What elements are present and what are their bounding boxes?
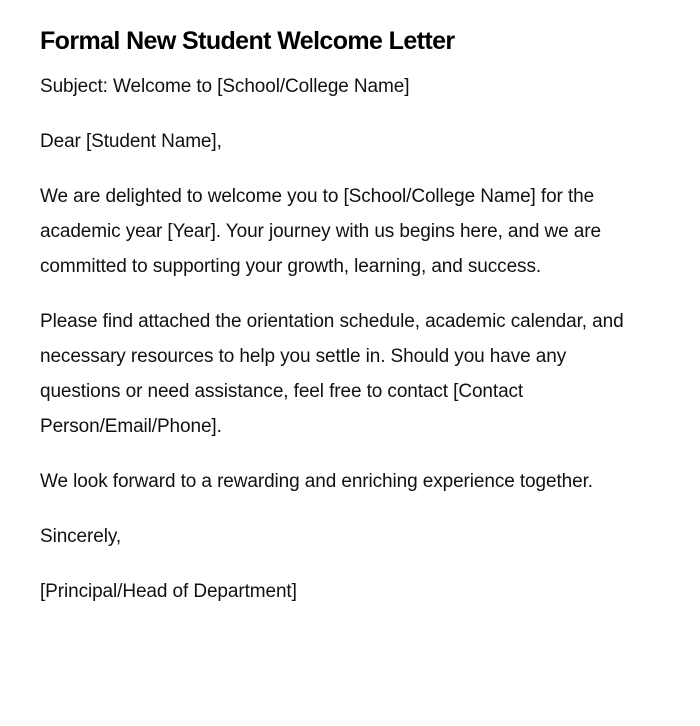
subject-line: Subject: Welcome to [School/College Name]	[40, 76, 410, 97]
body-paragraph-closing-remark: We look forward to a rewarding and enriching experience together.	[40, 471, 593, 492]
letter-document	[40, 24, 650, 609]
body-paragraph-welcome: We are delighted to welcome you to [School/College Name] for the academic year [Year]. Your journey with us begins here, and we are committed to supporting your growth, learning, and success.	[40, 186, 601, 277]
body-paragraph-attachments: Please find attached the orientation schedule, academic calendar, and necessary resources to help you settle in. Should you have any questions or need assistance, feel free to contact [Contact Person/Email/Phone].	[40, 311, 624, 437]
closing: Sincerely,	[40, 526, 122, 547]
signature: [Principal/Head of Department]	[40, 581, 297, 602]
salutation: Dear [Student Name],	[40, 131, 222, 152]
document-title: Formal New Student Welcome Letter	[40, 27, 455, 55]
